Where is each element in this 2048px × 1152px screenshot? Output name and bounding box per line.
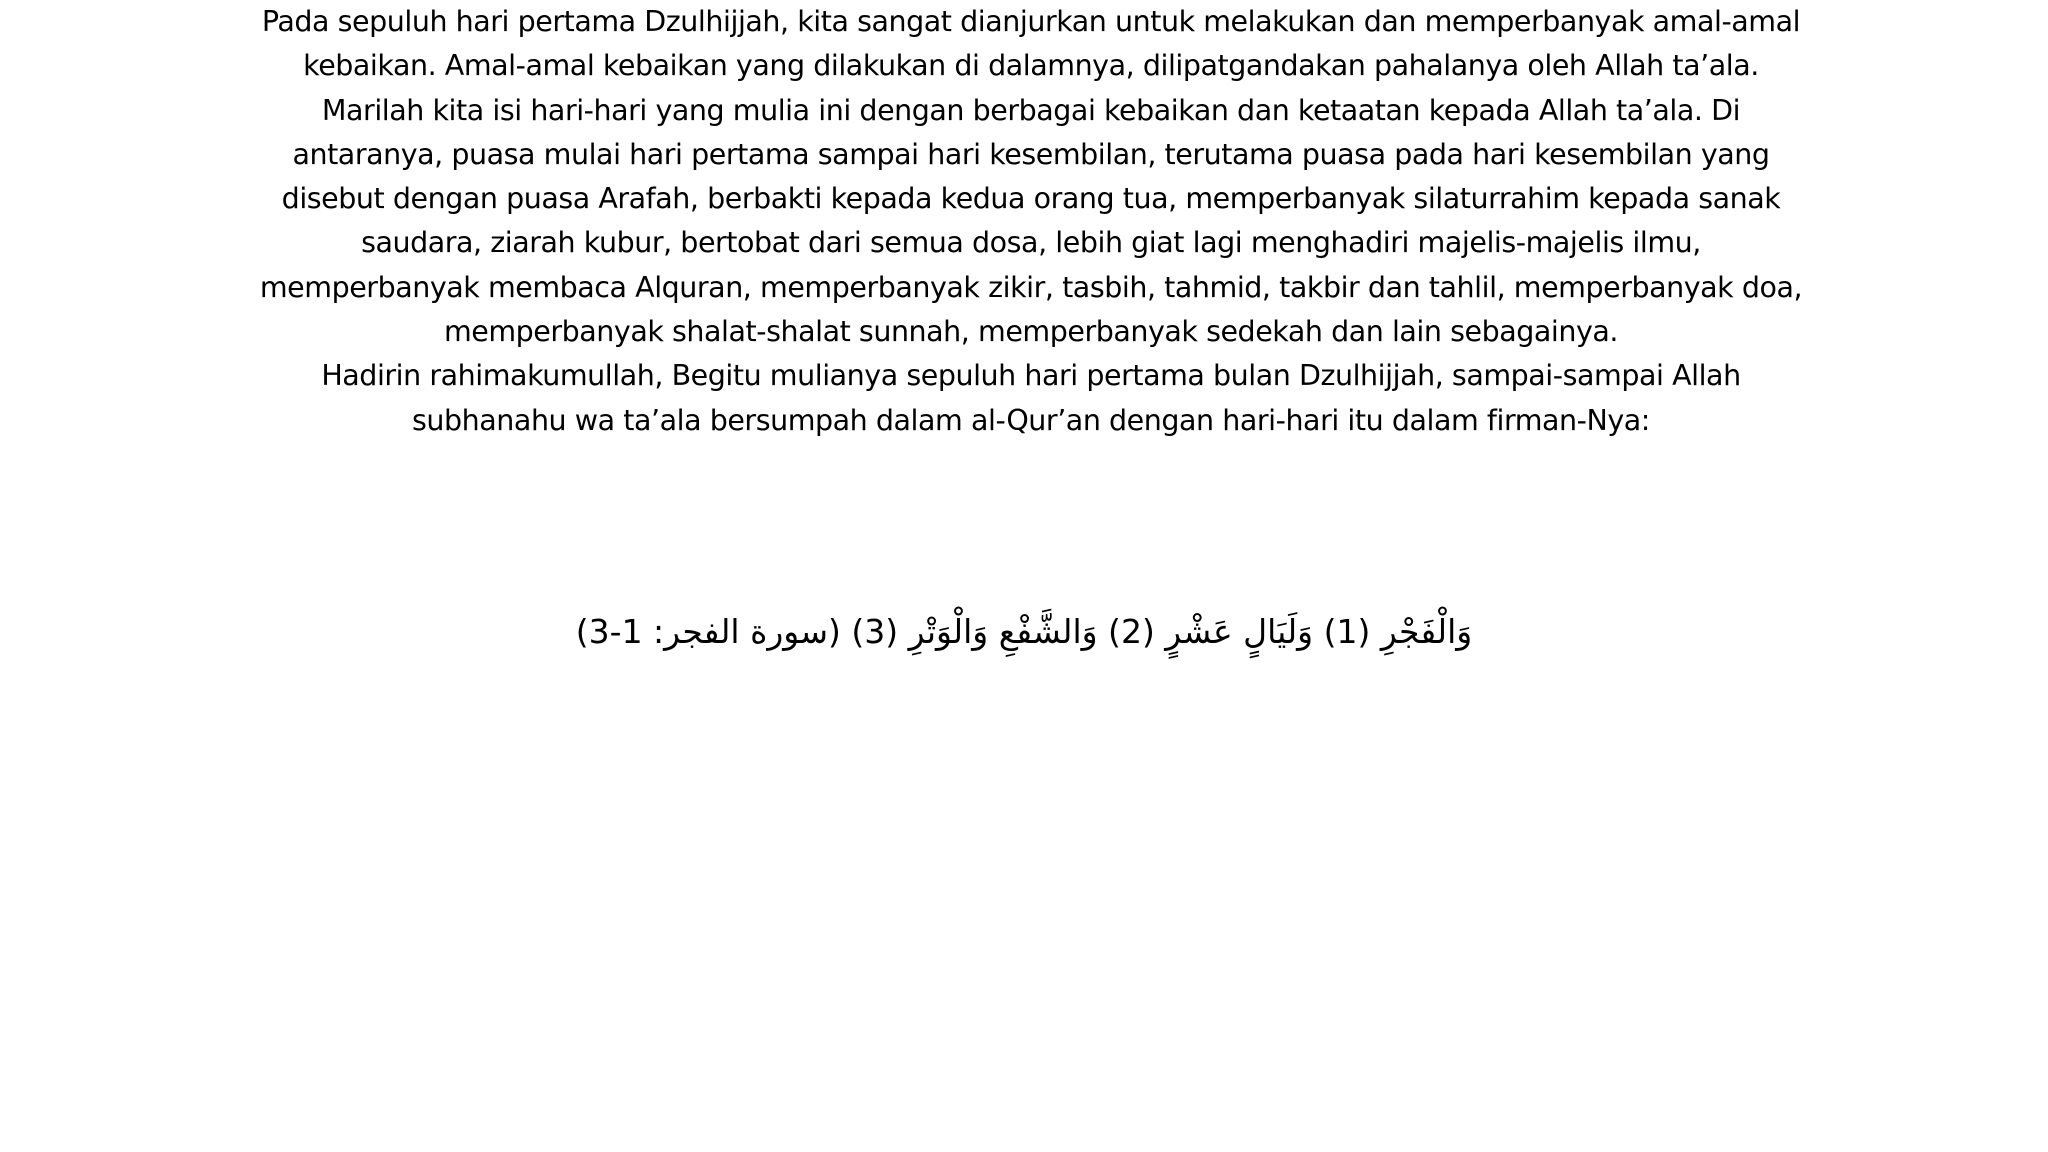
- body-text: [250, 0, 1812, 443]
- paragraph-dzulhijjah-virtues: Pada sepuluh hari pertama Dzulhijjah, kita sangat dianjurkan untuk melakukan dan memperbanyak amal-amal kebaikan. Amal-amal kebaikan yang dilakukan di dalamnya, dilipatgandakan pahalanya oleh Allah ta’ala. Marilah kita isi hari-hari yang mulia ini dengan berbagai kebaikan dan ketaatan kepada Allah ta’ala. Di antaranya, puasa mulai hari pertama sampai hari kesembilan, terutama puasa pada hari kesembilan yang disebut dengan puasa Arafah, berbakti kepada kedua orang tua, memperbanyak silaturrahim kepada sanak saudara, ziarah kubur, bertobat dari semua dosa, lebih giat lagi menghadiri majelis-majelis ilmu, memperbanyak membaca Alquran, memperbanyak zikir, tasbih, tahmid, takbir dan tahlil, memperbanyak doa, memperbanyak shalat-shalat sunnah, memperbanyak sedekah dan lain sebagainya.: [259, 5, 1803, 349]
- paragraph-allah-oath: Hadirin rahimakumullah, Begitu mulianya sepuluh hari pertama bulan Dzulhijjah, sampai-sampai Allah subhanahu wa ta’ala bersumpah dalam al-Qur’an dengan hari-hari itu dalam firman-Nya:: [321, 359, 1741, 437]
- quran-verse: وَالْفَجْرِ (1) وَلَيَالٍ عَشْرٍ (2) وَالشَّفْعِ وَالْوَتْرِ (3) (سورة الفجر: 1-3): [575, 612, 1473, 651]
